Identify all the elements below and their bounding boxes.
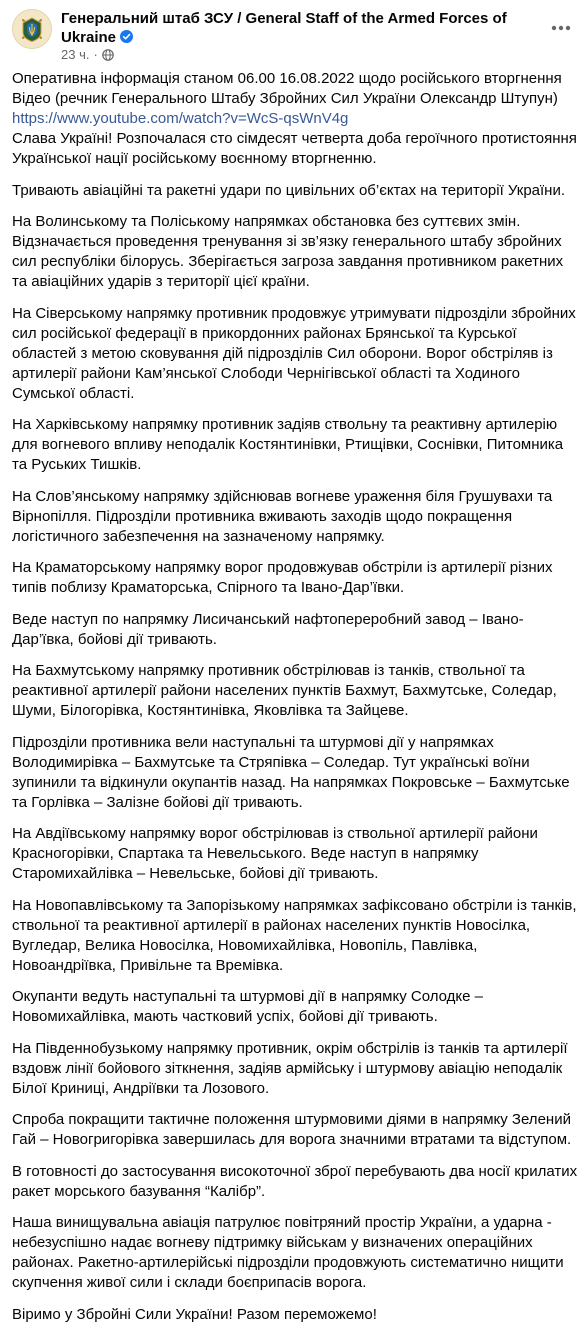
post-meta — [61, 47, 114, 62]
post-header — [0, 0, 587, 62]
globe-icon[interactable] — [102, 49, 114, 61]
post-paragraph: На Волинському та Поліському напрямках обстановка без суттєвих змін. Відзначається проведення тренування зі зв’язку генерального штабу збройних сил республіки білорусь. Зберігається загроза завдання противником ракетних та авіаційних ударів з території цієї країни. — [12, 213, 564, 290]
verified-badge-icon — [120, 30, 133, 43]
post-paragraph: Спроба покращити тактичне положення штурмовими діями в напрямку Зелений Гай – Новогригорівка завершилась для ворога значними втратами та відступом. — [12, 1111, 572, 1148]
more-options-button[interactable] — [545, 12, 577, 44]
post-paragraph: Віримо у Збройні Сили України! Разом переможемо! — [12, 1305, 377, 1323]
post-paragraph: Окупанти ведуть наступальні та штурмові дії в напрямку Солодке – Новомихайлівка, мають частковий успіх, бойові дії тривають. — [12, 988, 483, 1025]
post-body — [12, 69, 578, 1336]
meta-separator: · — [93, 47, 98, 62]
post-paragraph: Веде наступ по напрямку Лисичанський нафтопереробний завод – Івано-Дар’ївка, бойові дії тривають. — [12, 610, 524, 648]
post-paragraph: На Сіверському напрямку противник продовжує утримувати підрозділи збройних сил російської федерації в прикордонних районах Брянської та Курської областей з метою сковування дій підрозділів Сил оборони. Ворог обстріляв із артилерії райони Кам’янської Слободи Чернігівської області та Ходиного Сумської області. — [12, 304, 576, 402]
more-dots-icon — [551, 25, 571, 31]
post-paragraph: На Новопавлівському та Запорізькому напрямках зафіксовано обстріли із танків, ствольної та реактивної артилерії в районах населених пунктів Новосілка, Вугледар, Велика Новосілка, Новомихайлівка, Новопіль, Павлівка, Новоандріївка, Привільне та Времівка. — [12, 896, 577, 974]
post-paragraph: Тривають авіаційні та ракетні удари по цивільних об’єктах на території України. — [12, 181, 566, 199]
post-paragraph: На Бахмутському напрямку противник обстрілював із танків, ствольної та реактивної артилерії райони населених пунктів Бахмут, Бахмутське, Соледар, Шуми, Білогорівка, Костянтинівка, Яковлівка та Зайцеве. — [12, 662, 557, 719]
post-paragraph: На Слов’янському напрямку здійснював вогневе ураження біля Грушувахи та Вірнопілля. Підрозділи противника вживають заходів щодо покращення логістичного забезпечення на зазначеному напрямку. — [12, 487, 553, 545]
post-paragraph: Слава Україні! Розпочалася сто сімдесят четверта доба героїчного протистояння Української нації російському воєнному вторгненню. — [12, 130, 577, 167]
post-paragraph: На Південнобузькому напрямку противник, окрім обстрілів із танків та артилерії вздовж лінії бойового зіткнення, задіяв армійську і штурмову авіацію неподалік Білої Криниці, Андріївки та Лозового. — [12, 1039, 568, 1097]
general-staff-emblem-icon — [13, 10, 51, 48]
post-paragraph: Підрозділи противника вели наступальні та штурмові дії у напрямках Володимирівка – Бахмутське та Стряпівка – Соледар. Тут українські воїни зупинили та відкинули окупантів назад. На напрямках Покровське – Бахмутське та Горлівка – Залізне бойові дії тривають. — [12, 733, 570, 811]
video-link[interactable]: https://www.youtube.com/watch?v=WcS-qsWnV4g — [12, 110, 349, 127]
post-paragraph: В готовності до застосування високоточної зброї перебувають два носії крилатих ракет морського базування “Калібр”. — [12, 1162, 578, 1200]
avatar[interactable] — [12, 9, 52, 49]
post-intro-line: Оперативна інформація станом 06.00 16.08.2022 щодо російського вторгнення — [12, 70, 562, 87]
post-paragraph: Наша винищувальна авіація патрулює повітряний простір України, а ударна - небезуспішно надає вогневу підтримку військам у визначених операційних районах. Ракетно-артилерійські підрозділи продовжують систематично нищити скупчення живої сили і склади боєприпасів ворога. — [12, 1214, 564, 1291]
post-paragraph: На Авдіївському напрямку ворог обстрілював із ствольної артилерії райони Красногорівки, Спартака та Невельського. Веде наступ в напрямку Старомихайлівка – Невельське, бойові дії тривають. — [12, 825, 538, 882]
page-name[interactable]: Генеральний штаб ЗСУ / General Staff of the Armed Forces of Ukraine — [61, 10, 507, 46]
post-paragraph: На Харківському напрямку противник задіяв ствольну та реактивну артилерію для вогневого впливу неподалік Костянтинівки, Ртищівки, Соснівки, Питомника та Руських Тишків. — [12, 416, 564, 473]
page-name-link[interactable] — [61, 9, 521, 47]
post-paragraph: На Краматорському напрямку ворог продовжував обстріли із артилерії різних типів поблизу Краматорська, Спірного та Івано-Дар’ївки. — [12, 559, 553, 596]
post-timestamp[interactable]: 23 ч. — [61, 47, 90, 62]
post-video-caption: Відео (речник Генерального Штабу Збройних Сил України Олександр Штупун) — [12, 90, 558, 107]
